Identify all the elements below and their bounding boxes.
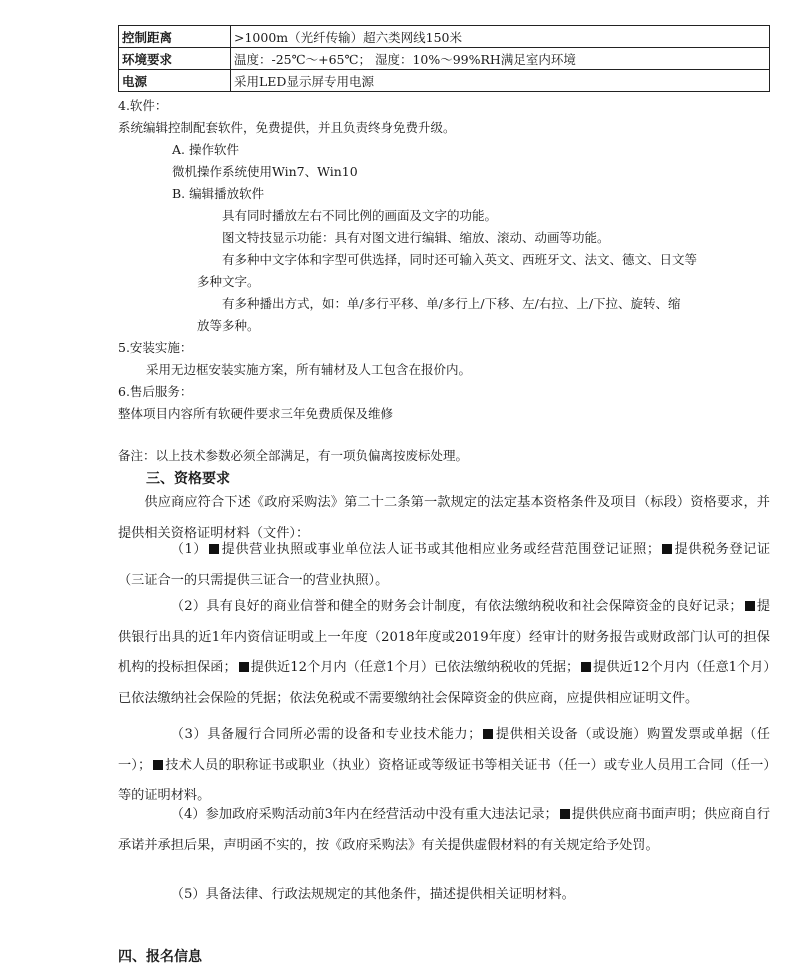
item-text: 提供近12个月内（任意1个月）已依法缴纳社会保险的凭据；依法免税或不需要缴纳社会保障资金的供应商，应提供相应证明文件。: [118, 660, 770, 706]
checkbox-square-icon: [560, 809, 570, 819]
item-text: 技术人员的职称证书或职业（执业）资格证或等级证书等相关证书（任一）或专业人员用工合同（任一）等的证明材料。: [118, 757, 770, 803]
after-sales-text: 整体项目内容所有软硬件要求三年免费质保及维修: [118, 406, 394, 421]
checkbox-square-icon: [662, 544, 672, 554]
qualification-item-5: （5）具备法律、行政法规规定的其他条件，描述提供相关证明材料。: [170, 887, 575, 902]
spec-key: 电源: [119, 70, 231, 92]
item-text: 提供银行出具的近1年内资信证明或上一年度（2018年度或2019年度）经审计的财务报告或财政部门认可的担保机构的投标担保函；: [118, 599, 771, 675]
checkbox-square-icon: [239, 662, 249, 672]
install-heading: 5.安装实施：: [118, 340, 193, 355]
note-text: 备注：以上技术参数必须全部满足，有一项负偏离按废标处理。: [118, 448, 469, 463]
table-row: [119, 48, 770, 70]
qualification-item-1: [118, 535, 770, 596]
checkbox-square-icon: [209, 544, 219, 554]
software-b-label: B. 编辑播放软件: [172, 186, 265, 201]
checkbox-square-icon: [153, 760, 163, 770]
item-text: 提供营业执照或事业单位法人证书或其他相应业务或经营范围登记证照；: [221, 542, 661, 557]
checkbox-square-icon: [745, 601, 755, 611]
software-b-item: 图文特技显示功能：具有对图文进行编辑、缩放、滚动、动画等功能。: [222, 230, 610, 245]
item-text: 提供相关设备（或设施）购置发票或单据（任一）；: [118, 727, 770, 773]
item-text: 提供近12个月内（任意1个月）已依法缴纳税收的凭据；: [250, 660, 580, 675]
checkbox-square-icon: [581, 662, 591, 672]
spec-value: 温度：-25℃～+65℃； 湿度：10%～99%RH满足室内环境: [231, 48, 770, 70]
spec-value: 采用LED显示屏专用电源: [231, 70, 770, 92]
spec-key: 环境要求: [119, 48, 231, 70]
registration-heading: 四、报名信息: [118, 949, 202, 965]
install-text: 采用无边框安装实施方案，所有辅材及人工包含在报价内。: [146, 362, 472, 377]
software-heading: 4.软件：: [118, 98, 168, 113]
table-row: [119, 70, 770, 92]
item-text: 提供供应商书面声明；供应商自行承诺并承担后果，声明函不实的，按《政府采购法》有关提供虚假材料的有关规定给予处罚。: [118, 807, 771, 853]
software-b-item: 多种文字。: [197, 274, 260, 289]
after-sales-heading: 6.售后服务：: [118, 384, 193, 399]
item-text: （2）具有良好的商业信誉和健全的财务会计制度，有依法缴纳税收和社会保障资金的良好记录；: [170, 599, 743, 614]
qualification-intro: 供应商应符合下述《政府采购法》第二十二条第一款规定的法定基本资格条件及项目（标段）资格要求，并提供相关资格证明材料（文件）：: [118, 495, 770, 541]
qualification-item-3: [118, 720, 770, 812]
qualification-item-4: [118, 800, 770, 861]
qualification-heading: 三、资格要求: [146, 471, 230, 487]
item-number: （1）: [170, 542, 208, 557]
item-text: （3）具备履行合同所必需的设备和专业技术能力；: [170, 727, 482, 742]
software-b-item: 具有同时播放左右不同比例的画面及文字的功能。: [222, 208, 498, 223]
table-row: [119, 26, 770, 48]
software-intro: 系统编辑控制配套软件，免费提供，并且负责终身免费升级。: [118, 120, 456, 135]
software-b-item: 有多种播出方式，如：单/多行平移、单/多行上/下移、左/右拉、上/下拉、旋转、缩: [222, 296, 681, 311]
item-text: （4）参加政府采购活动前3年内在经营活动中没有重大违法记录；: [170, 807, 558, 822]
spec-key: 控制距离: [119, 26, 231, 48]
software-a-label: A. 操作软件: [172, 142, 239, 157]
spec-table: [118, 25, 770, 92]
qualification-item-2: [118, 592, 770, 714]
item-text: 提供税务登记证（三证合一的只需提供三证合一的营业执照）。: [118, 542, 771, 588]
spec-value: >1000m（光纤传输）超六类网线150米: [231, 26, 770, 48]
checkbox-square-icon: [483, 729, 493, 739]
software-b-item: 放等多种。: [197, 318, 260, 333]
software-a-text: 微机操作系统使用Win7、Win10: [172, 164, 358, 179]
software-b-item: 有多种中文字体和字型可供选择，同时还可输入英文、西班牙文、法文、德文、日文等: [222, 252, 698, 267]
